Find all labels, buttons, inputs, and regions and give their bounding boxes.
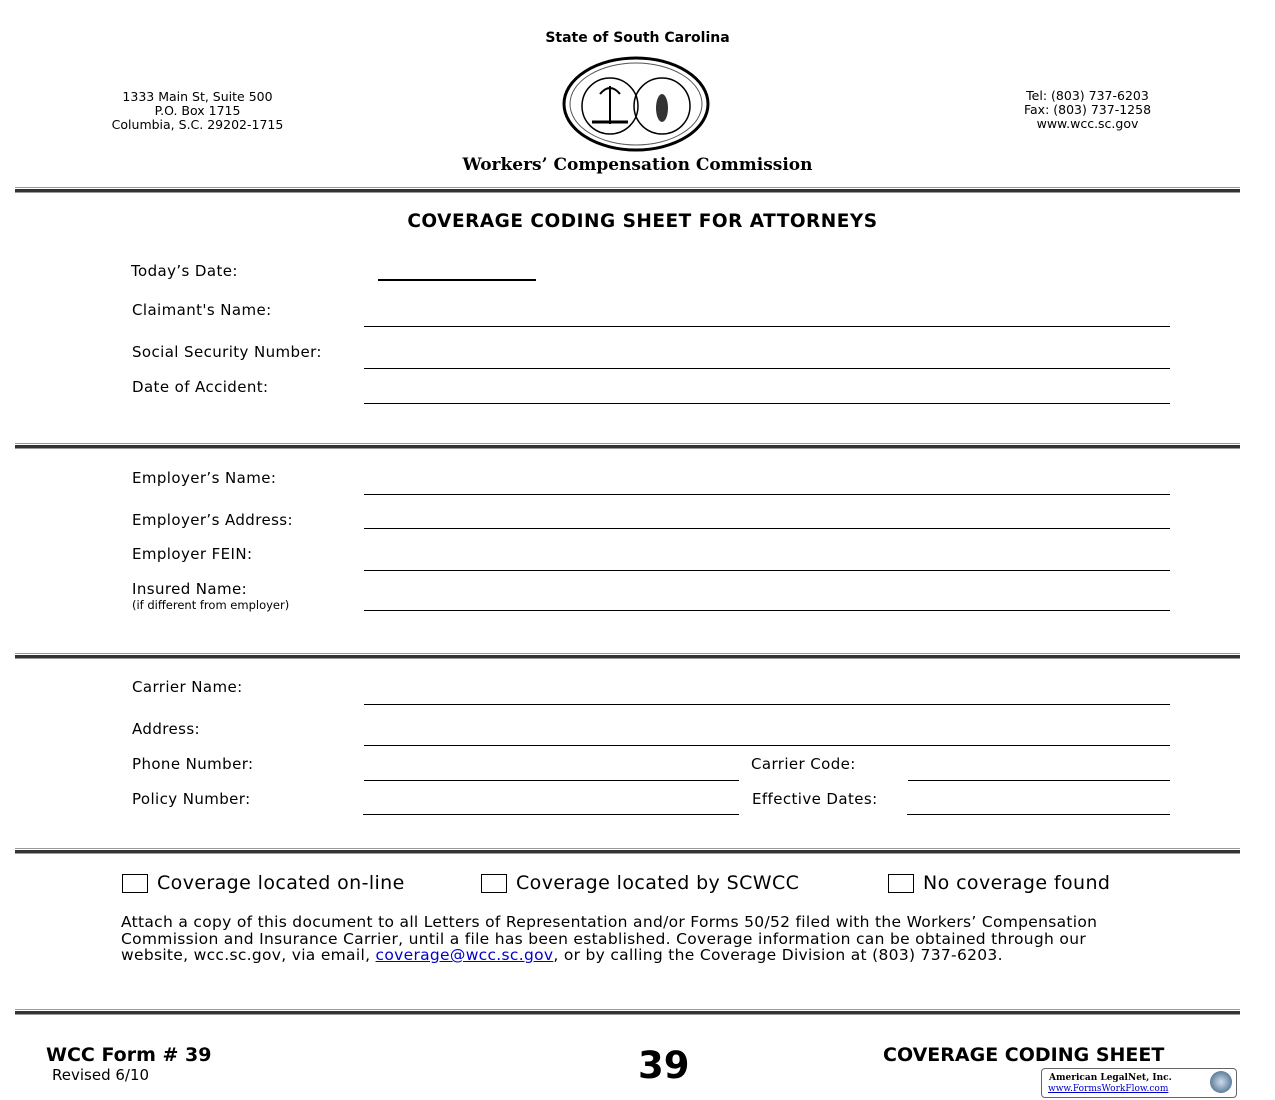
carrier-address-field[interactable] bbox=[364, 745, 1170, 746]
date-of-accident-field[interactable] bbox=[364, 403, 1170, 404]
insured-name-field[interactable] bbox=[364, 610, 1170, 611]
employer-address-field[interactable] bbox=[364, 528, 1170, 529]
checkbox-label: No coverage found bbox=[923, 872, 1111, 894]
website-text: www.wcc.sc.gov bbox=[1036, 116, 1139, 131]
todays-date-label: Today’s Date: bbox=[131, 262, 238, 280]
divider bbox=[15, 655, 1240, 659]
todays-date-field[interactable] bbox=[378, 279, 536, 281]
carrier-name-field[interactable] bbox=[364, 704, 1170, 705]
phone-number-field[interactable] bbox=[364, 780, 739, 781]
commission-name: Workers’ Compensation Commission bbox=[462, 155, 813, 175]
coverage-email-link[interactable]: coverage@wcc.sc.gov bbox=[375, 946, 554, 965]
divider bbox=[15, 445, 1240, 449]
checkbox-coverage-scwcc[interactable] bbox=[481, 872, 799, 894]
employer-address-label: Employer’s Address: bbox=[132, 511, 293, 529]
ssn-field[interactable] bbox=[364, 368, 1170, 369]
badge-url: www.FormsWorkFlow.com bbox=[1048, 1084, 1169, 1094]
effective-dates-field[interactable] bbox=[907, 814, 1170, 815]
policy-number-field[interactable] bbox=[363, 814, 739, 815]
legalnet-badge[interactable] bbox=[1041, 1068, 1237, 1098]
address-line: 1333 Main St, Suite 500 bbox=[122, 89, 273, 104]
form-number: WCC Form # 39 bbox=[46, 1044, 212, 1066]
checkbox-label: Coverage located on-line bbox=[157, 872, 405, 894]
state-seal bbox=[562, 56, 710, 156]
address-block bbox=[90, 90, 305, 132]
footer-sheet-title: COVERAGE CODING SHEET bbox=[883, 1044, 1165, 1066]
employer-name-field[interactable] bbox=[364, 494, 1170, 495]
state-heading: State of South Carolina bbox=[545, 30, 730, 46]
phone-text: Tel: (803) 737-6203 bbox=[1026, 88, 1149, 103]
instructions-paragraph bbox=[121, 914, 1146, 964]
claimant-name-label: Claimant's Name: bbox=[132, 301, 272, 319]
divider bbox=[15, 850, 1240, 854]
checkbox-icon[interactable] bbox=[481, 874, 507, 893]
effective-dates-label: Effective Dates: bbox=[752, 790, 878, 808]
instructions-text: Attach a copy of this document to all Letters of Representation and/or Forms 50/52 filed with the Workers’ Compensation Commission and Insurance Carrier, until a file has been established. Coverage information can be obtained through our website, wcc.sc.gov, via email, bbox=[121, 913, 1098, 965]
checkbox-coverage-online[interactable] bbox=[122, 872, 405, 894]
address-line: Columbia, S.C. 29202-1715 bbox=[111, 117, 284, 132]
badge-name: American LegalNet, Inc. bbox=[1049, 1073, 1172, 1083]
checkbox-label: Coverage located by SCWCC bbox=[516, 872, 800, 894]
carrier-code-label: Carrier Code: bbox=[751, 755, 856, 773]
employer-fein-label: Employer FEIN: bbox=[132, 545, 253, 563]
form-number-large: 39 bbox=[638, 1044, 690, 1087]
policy-number-label: Policy Number: bbox=[132, 790, 251, 808]
checkbox-icon[interactable] bbox=[122, 874, 148, 893]
divider bbox=[15, 189, 1240, 193]
checkbox-icon[interactable] bbox=[888, 874, 914, 893]
checkbox-no-coverage[interactable] bbox=[888, 872, 1110, 894]
divider bbox=[15, 1011, 1240, 1015]
employer-name-label: Employer’s Name: bbox=[132, 469, 277, 487]
carrier-address-label: Address: bbox=[132, 720, 200, 738]
ssn-label: Social Security Number: bbox=[132, 343, 322, 361]
phone-number-label: Phone Number: bbox=[132, 755, 254, 773]
instructions-text: , or by calling the Coverage Division at (803) 737-6203. bbox=[553, 946, 1003, 965]
contact-block bbox=[985, 89, 1190, 131]
carrier-code-field[interactable] bbox=[908, 780, 1170, 781]
page-title: COVERAGE CODING SHEET FOR ATTORNEYS bbox=[407, 211, 878, 232]
insured-name-label: Insured Name: bbox=[132, 580, 248, 598]
employer-fein-field[interactable] bbox=[364, 570, 1170, 571]
address-line: P.O. Box 1715 bbox=[154, 103, 241, 118]
fax-text: Fax: (803) 737-1258 bbox=[1023, 102, 1152, 117]
claimant-name-field[interactable] bbox=[364, 326, 1170, 327]
globe-icon bbox=[1210, 1071, 1232, 1093]
carrier-name-label: Carrier Name: bbox=[132, 678, 243, 696]
revised-date: Revised 6/10 bbox=[52, 1066, 150, 1084]
insured-name-note: (if different from employer) bbox=[132, 598, 290, 612]
date-of-accident-label: Date of Accident: bbox=[132, 378, 269, 396]
